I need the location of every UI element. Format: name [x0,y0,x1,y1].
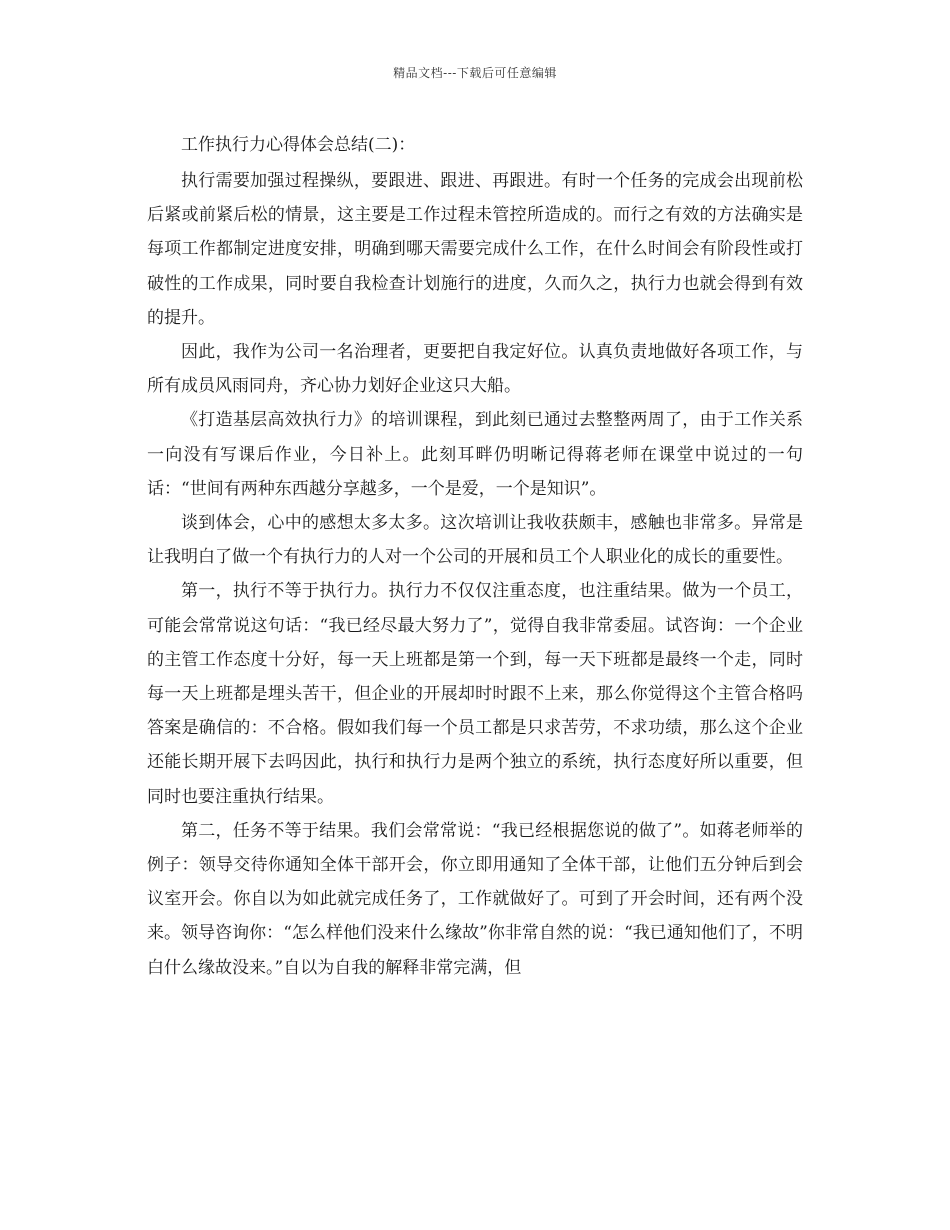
document-title: 工作执行力心得体会总结(二)： [181,135,416,155]
paragraph-6: 第二，任务不等于结果。我们会常常说：“我已经根据您说的做了”。如蒋老师举的例子：领导交待你通知全体干部开会，你立即用通知了全体干部，让他们五分钟后到会议室开会。你自以为如此就完成任务了，工作就做好了。可到了开会时间，还有两个没来。领导咨询你：“怎么样他们没来什么缘故”你非常自然的说：“我已通知他们了，不明白什么缘故没来。”自以为自我的解释非常完满，但 [147,820,803,978]
document-body [147,132,803,985]
paragraph-1: 执行需要加强过程操纵，要跟进、跟进、再跟进。有时一个任务的完成会出现前松后紧或前紧后松的情景，这主要是工作过程未管控所造成的。而行之有效的方法确实是每项工作都制定进度安排，明确到哪天需要完成什么工作，在什么时间会有阶段性或打破性的工作成果，同时要自我检查计划施行的进度，久而久之，执行力也就会得到有效的提升。 [147,171,803,328]
paragraph-5: 第一，执行不等于执行力。执行力不仅仅注重态度，也注重结果。做为一个员工，可能会常常说这句话：“我已经尽最大努力了”，觉得自我非常委屈。试咨询：一个企业的主管工作态度十分好，每一天上班都是第一个到，每一天下班都是最终一个走，同时每一天上班都是埋头苦干，但企业的开展却时时跟不上来，那么你觉得这个主管合格吗答案是确信的：不合格。假如我们每一个员工都是只求苦劳，不求功绩，那么这个企业还能长期开展下去吗因此，执行和执行力是两个独立的系统，执行态度好所以重要，但同时也要注重执行结果。 [147,581,803,807]
paragraph-3: 《打造基层高效执行力》的培训课程，到此刻已通过去整整两周了，由于工作关系一向没有写课后作业，今日补上。此刻耳畔仍明晰记得蒋老师在课堂中说过的一句话：“世间有两种东西越分享越多，一个是爱，一个是知识”。 [147,410,803,499]
paragraph-2: 因此，我作为公司一名治理者，更要把自我定好位。认真负责地做好各项工作，与所有成员风雨同舟，齐心协力划好企业这只大船。 [147,342,803,397]
page-header-watermark: 精品文档---下载后可任意编辑 [393,66,557,80]
paragraph-4: 谈到体会，心中的感想太多太多。这次培训让我收获颇丰，感触也非常多。异常是让我明白了做一个有执行力的人对一个公司的开展和员工个人职业化的成长的重要性。 [147,513,803,568]
